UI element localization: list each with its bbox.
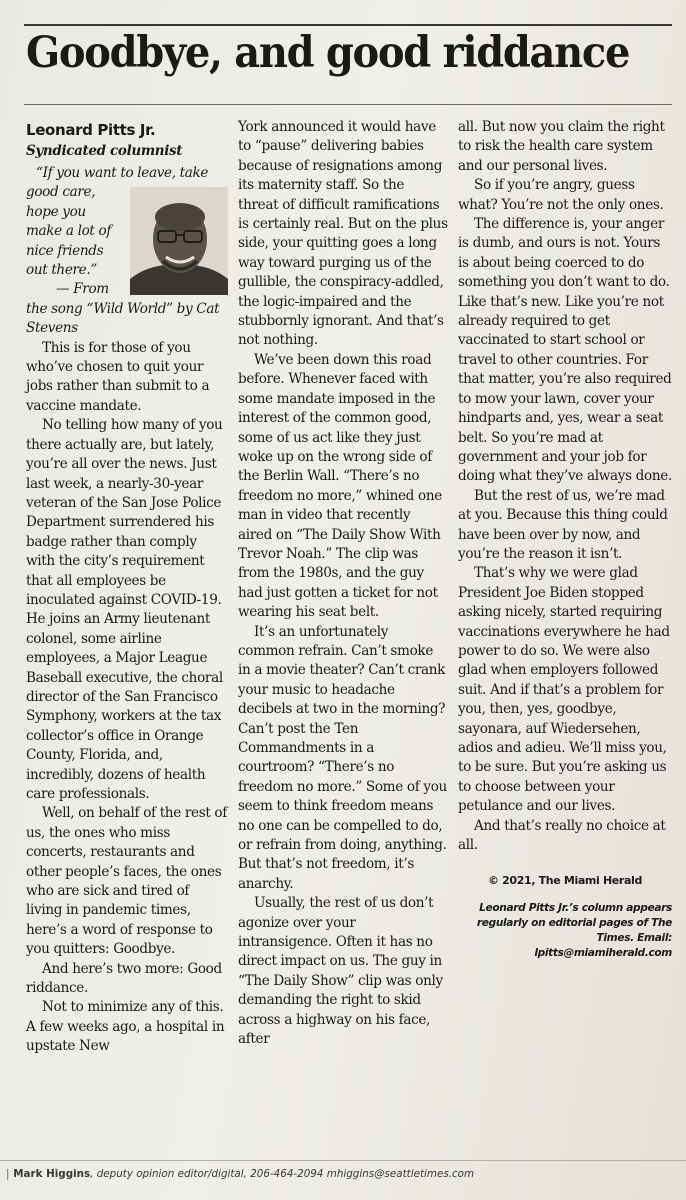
headline: Goodbye, and good riddance bbox=[26, 28, 630, 78]
author-note: Leonard Pitts Jr.’s column appears regularly on editorial pages of The Times. Email: lpitts@miamiherald.com bbox=[476, 901, 672, 959]
author-byline: Leonard Pitts Jr. bbox=[26, 121, 156, 139]
paragraph: We’ve been down this road before. Whenever faced with some mandate imposed in the interest of the common good, some of us act like they just woke up on the wrong side of the Berlin Wall. “There’s no freedom no more,” whined one man in video that recently aired on “The Daily Show With Trevor Noah.” The clip was from the 1980s, and the guy had just gotten a ticket for not wearing his seat belt. bbox=[238, 351, 442, 621]
epigraph-attribution: — From bbox=[56, 281, 109, 298]
paragraph: all. But now you claim the right to risk the health care system and our personal lives. bbox=[458, 119, 665, 174]
editor-name: Mark Higgins bbox=[13, 1167, 91, 1180]
epigraph-line: good care, bbox=[26, 184, 96, 201]
paragraph: No telling how many of you there actually are, but lately, you’re all over the news. Just last week, a nearly-30-year veteran of the San Jose Police Department surrendered his badge rather than comply with the city’s requirement that all employees be inoculated against COVID-19. He joins an Army lieutenant colonel, some airline employees, a Major League Baseball executive, the choral director of the San Francisco Symphony, workers at the tax collector’s office in Orange County, Florida, and, incredibly, dozens of health care professionals. bbox=[26, 417, 223, 802]
column-3 bbox=[458, 118, 672, 961]
author-role: Syndicated columnist bbox=[26, 143, 183, 159]
column-2 bbox=[238, 118, 448, 1050]
paragraph: But the rest of us, we’re mad at you. Because this thing could have been over by now, and you’re the reason it isn’t. bbox=[458, 487, 668, 562]
paragraph: It’s an unfortunately common refrain. Can’t smoke in a movie theater? Can’t crank your music to headache decibels at two in the morning? Can’t post the Ten Commandments in a courtroom? “There’s no freedom no more.” Some of you seem to think freedom means no one can be compelled to do, or refrain from doing, anything. But that’s not freedom, it’s anarchy. bbox=[238, 623, 447, 892]
headline-rule bbox=[24, 104, 672, 105]
paragraph: Not to minimize any of this. A few weeks ago, a hospital in upstate New bbox=[26, 999, 225, 1055]
column-1 bbox=[26, 118, 228, 1057]
editor-details: , deputy opinion editor/digital, 206-464-2094 mhiggins@seattletimes.com bbox=[90, 1167, 475, 1180]
top-rule bbox=[24, 24, 672, 26]
paragraph: This is for those of you who’ve chosen to quit your jobs rather than submit to a vaccine mandate. bbox=[26, 339, 210, 414]
paragraph: So if you’re angry, guess what? You’re not the only ones. bbox=[458, 177, 664, 213]
footer-divider: | bbox=[6, 1167, 10, 1180]
paragraph: And that’s really no choice at all. bbox=[458, 817, 666, 854]
paragraph: The difference is, your anger is dumb, and ours is not. Yours is about being coerced to do something you don’t want to do. Like that’s new. Like you’re not already required to get vaccinated to start school or travel to other countries. For that matter, you’re also required to mow your lawn, cover your hindparts and, yes, wear a seat belt. So you’re mad at government and your job for doing what they’ve always done. bbox=[458, 216, 672, 485]
epigraph bbox=[26, 164, 228, 339]
epigraph-source: the song “Wild World” by Cat Stevens bbox=[26, 300, 220, 337]
epigraph-line: hope you make a lot of nice friends out there.” bbox=[26, 203, 112, 279]
paragraph: Well, on behalf of the rest of us, the ones who miss concerts, restaurants and other people’s faces, the ones who are sick and tired of living in pandemic times, here’s a word of response to you quitters: Goodbye. bbox=[26, 805, 227, 958]
footer-rule bbox=[0, 1160, 686, 1161]
copyright-line: © 2021, The Miami Herald bbox=[487, 874, 643, 888]
epigraph-line: “If you want to leave, take bbox=[36, 165, 209, 181]
page-footer bbox=[6, 1167, 474, 1180]
author-portrait-image bbox=[130, 187, 228, 295]
paragraph: Usually, the rest of us don’t agonize over your intransigence. Often it has no direct impact on us. The guy in “The Daily Show” clip was only demanding the right to skid across a highway on his face, after bbox=[238, 895, 443, 1048]
paragraph: York announced it would have to “pause” delivering babies because of resignations among its maternity staff. So the threat of difficult ramifications is certainly real. But on the plus side, your quitting goes a long way toward purging us of the gullible, the conspiracy-addled, the logic-impaired and the stubbornly ignorant. And that’s not nothing. bbox=[238, 119, 448, 349]
paragraph: That’s why we were glad President Joe Biden stopped asking nicely, started requiring vaccinations everywhere he had power to do so. We were also glad when employers followed suit. And if that’s a problem for you, then, yes, goodbye, sayonara, auf Wiedersehen, adios and adieu. We’ll miss you, to be sure. But you’re asking us to choose between your petulance and our lives. bbox=[458, 565, 670, 815]
author-photo bbox=[130, 187, 228, 295]
paragraph: And here’s two more: Good riddance. bbox=[26, 960, 222, 997]
